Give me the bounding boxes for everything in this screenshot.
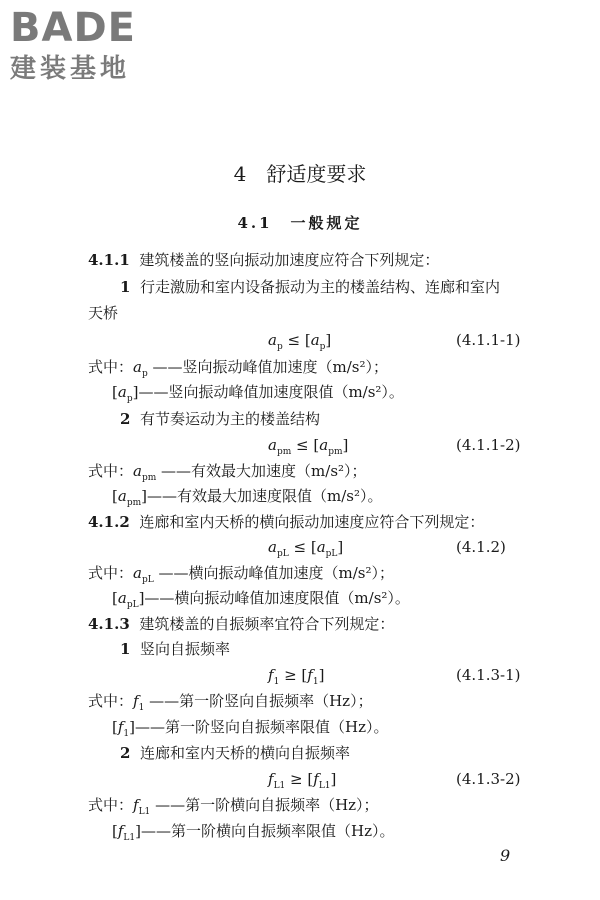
- definition-prefix: 式中：: [88, 796, 134, 814]
- equation-4-1-3-2: $f_{L1} \ge [f_{L1}]$: [268, 770, 337, 791]
- equation-4-1-1-2: $a_{pm} \le [a_{pm}]$: [268, 436, 349, 457]
- eq-rhs-var: f: [307, 666, 313, 684]
- def-var-sub: 1: [123, 729, 130, 739]
- equation-number: (4.1.2): [456, 538, 506, 556]
- equation-number: (4.1.1-2): [456, 436, 521, 454]
- def-var-sub: p: [141, 369, 148, 379]
- section-title: 4.1 一般规定: [237, 214, 363, 232]
- definition-text: ——竖向振动峰值加速度限值（m/s²）。: [138, 383, 404, 401]
- eq-operator: ≥: [290, 770, 303, 788]
- clause-number: 4.1.3: [88, 615, 130, 633]
- definition-line: $[a_{pm}]——$有效最大加速度限值（m/s²）。: [112, 487, 383, 508]
- eq-rhs-sub: 1: [312, 677, 319, 687]
- item-1-continued: 天桥: [88, 304, 119, 322]
- item-text: 连廊和室内天桥的横向自振频率: [139, 744, 350, 762]
- def-var: f: [133, 796, 139, 814]
- bade-logo: [10, 6, 136, 86]
- clause-4-1-3: [88, 613, 394, 635]
- eq-lhs-sub: 1: [273, 677, 280, 687]
- definition-line: $[a_p]——$竖向振动峰值加速度限值（m/s²）。: [112, 383, 404, 404]
- eq-lhs-var: f: [268, 770, 274, 788]
- def-var: a: [117, 589, 127, 607]
- item-number: 2: [120, 410, 131, 428]
- clause-text: 连廊和室内天桥的横向振动加速度应符合下列规定：: [139, 513, 485, 531]
- item-number: 1: [120, 278, 131, 296]
- chapter-title: 4 舒适度要求: [233, 162, 367, 186]
- definition-text: ——第一阶竖向自振频率限值（Hz）。: [135, 718, 389, 736]
- item-2: [120, 408, 320, 430]
- definition-text: ——第一阶横向自振频率限值（Hz）。: [140, 822, 395, 840]
- item-text: 行走激励和室内设备振动为主的楼盖结构、连廊和室内: [139, 278, 500, 296]
- equation-number: (4.1.3-1): [456, 666, 521, 684]
- eq-rhs-var: a: [310, 331, 320, 349]
- def-var: a: [133, 462, 142, 480]
- def-var: f: [117, 718, 124, 736]
- eq-rhs-var: a: [316, 538, 326, 556]
- def-var-sub: L1: [138, 807, 151, 817]
- item-1: [120, 638, 230, 660]
- clause-4-1-2: [88, 511, 484, 533]
- clause-number: 4.1.1: [88, 251, 130, 269]
- eq-rhs-sub: pL: [325, 549, 338, 559]
- def-var: a: [133, 358, 142, 376]
- eq-lhs-sub: L1: [273, 781, 286, 791]
- page-number: 9: [500, 846, 511, 865]
- definition-line: $[f_1]——$第一阶竖向自振频率限值（Hz）。: [112, 718, 389, 739]
- eq-rhs-sub: L1: [318, 781, 331, 791]
- eq-operator: ≤: [293, 538, 307, 556]
- definition-prefix: 式中：: [88, 564, 134, 582]
- eq-rhs-var: f: [313, 770, 319, 788]
- clause-text: 建筑楼盖的竖向振动加速度应符合下列规定：: [139, 251, 440, 269]
- def-var: a: [117, 383, 127, 401]
- item-text: 有节奏运动为主的楼盖结构: [139, 410, 320, 428]
- eq-lhs-var: a: [268, 331, 277, 349]
- item-1: [120, 276, 500, 298]
- clause-number: 4.1.2: [88, 513, 130, 531]
- definition-text: ——横向振动峰值加速度（m/s²）；: [158, 564, 394, 582]
- definition-text: ——横向振动峰值加速度限值（m/s²）。: [144, 589, 410, 607]
- definition-prefix: 式中：: [88, 462, 134, 480]
- def-var-sub: pm: [141, 473, 157, 483]
- item-number: 2: [120, 744, 131, 762]
- item-2: [120, 742, 350, 764]
- def-var-sub: pm: [126, 498, 142, 508]
- def-var-sub: L1: [123, 833, 136, 843]
- definition-text: ——第一阶横向自振频率（Hz）；: [155, 796, 379, 814]
- def-var-sub: 1: [138, 703, 145, 713]
- equation-4-1-2: $a_{pL} \le [a_{pL}]$: [268, 538, 344, 559]
- eq-lhs-var: f: [268, 666, 274, 684]
- equation-number: (4.1.3-2): [456, 770, 521, 788]
- eq-rhs-var: a: [319, 436, 329, 454]
- eq-lhs-var: a: [268, 436, 277, 454]
- eq-lhs-var: a: [268, 538, 277, 556]
- eq-operator: ≥: [284, 666, 297, 684]
- eq-operator: ≤: [287, 331, 301, 349]
- def-var: f: [117, 822, 124, 840]
- definition-line: [88, 794, 379, 823]
- eq-rhs-sub: p: [319, 342, 326, 352]
- definition-line: [88, 690, 373, 719]
- definition-line: $[a_{pL}]——$横向振动峰值加速度限值（m/s²）。: [112, 589, 410, 610]
- eq-rhs-sub: pm: [328, 447, 343, 457]
- item-number: 1: [120, 640, 131, 658]
- logo-brand: BADE: [10, 5, 136, 51]
- definition-line: $[f_{L1}]——$第一阶横向自振频率限值（Hz）。: [112, 822, 395, 843]
- equation-number: (4.1.1-1): [456, 331, 521, 349]
- definition-text: ——第一阶竖向自振频率（Hz）；: [149, 692, 373, 710]
- definition-prefix: 式中：: [88, 358, 134, 376]
- def-var: f: [133, 692, 139, 710]
- definition-prefix: 式中：: [88, 692, 134, 710]
- def-var-sub: p: [126, 394, 133, 404]
- eq-lhs-sub: pL: [276, 549, 289, 559]
- definition-text: ——有效最大加速度（m/s²）；: [161, 462, 367, 480]
- definition-text: ——有效最大加速度限值（m/s²）。: [146, 487, 383, 505]
- equation-4-1-1-1: $a_p \le [a_p]$: [268, 331, 332, 352]
- def-var-sub: pL: [141, 575, 154, 585]
- logo-subtitle: 建装基地: [10, 54, 131, 84]
- item-text: 竖向自振频率: [139, 640, 230, 658]
- eq-lhs-sub: p: [276, 342, 283, 352]
- eq-operator: ≤: [296, 436, 309, 454]
- clause-text: 建筑楼盖的自振频率宜符合下列规定：: [139, 615, 395, 633]
- definition-text: ——竖向振动峰值加速度（m/s²）；: [152, 358, 389, 376]
- def-var: a: [117, 487, 127, 505]
- def-var: a: [133, 564, 142, 582]
- eq-lhs-sub: pm: [276, 447, 292, 457]
- def-var-sub: pL: [126, 600, 139, 610]
- clause-4-1-1: [88, 249, 439, 271]
- equation-4-1-3-1: $f_1 \ge [f_1]$: [268, 666, 325, 687]
